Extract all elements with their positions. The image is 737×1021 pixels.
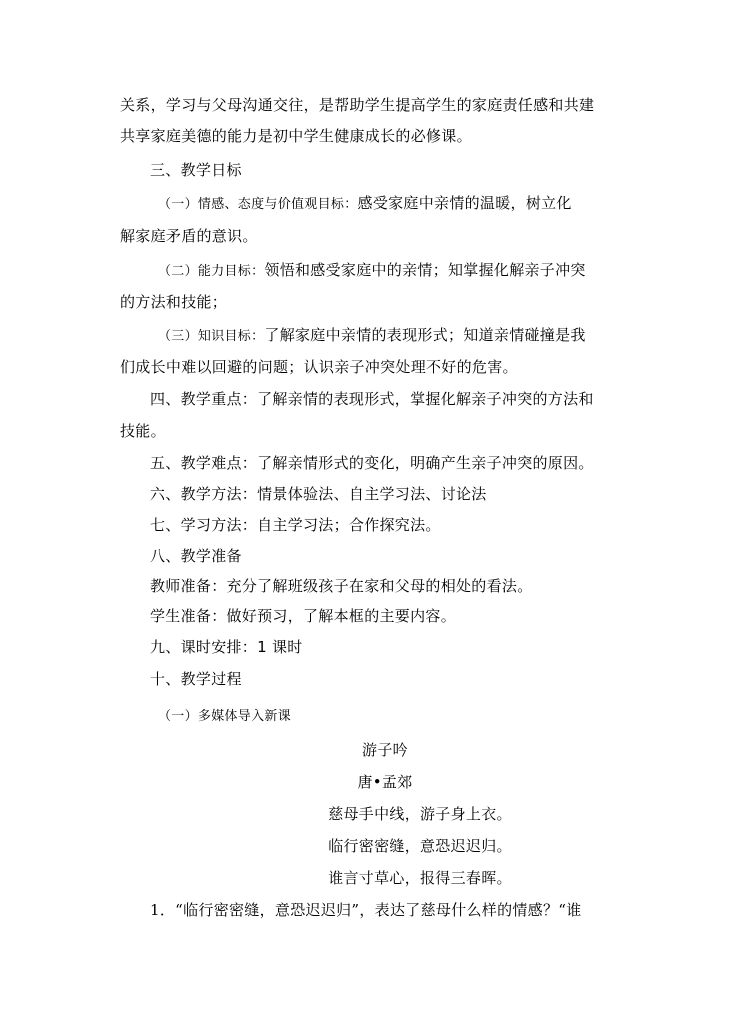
section-9: 九、课时安排：1 课时 <box>150 638 303 656</box>
goal-1-text-1: 感受家庭中亲情的温暖，树立化 <box>357 194 572 212</box>
intro-line-1: 关系，学习与父母沟通交往，是帮助学生提高学生的家庭责任感和共建 <box>120 96 595 114</box>
goal-3-label: （三）知识目标： <box>158 329 265 344</box>
section-5: 五、教学难点：了解亲情形式的变化，明确产生亲子冲突的原因。 <box>150 454 594 472</box>
poem-title: 游子吟 <box>362 741 408 759</box>
section-7: 七、学习方法：自主学习法；合作探究法。 <box>150 516 441 534</box>
section-6: 六、教学方法：情景体验法、自主学习法、讨论法 <box>150 485 487 503</box>
student-preparation: 学生准备：做好预习，了解本框的主要内容。 <box>150 607 457 625</box>
section-4-line-1: 四、教学重点：了解亲情的表现形式，掌握化解亲子冲突的方法和 <box>150 390 594 408</box>
goal-1-line-2: 解家庭矛盾的意识。 <box>120 227 258 245</box>
intro-line-2: 共享家庭美德的能力是初中学生健康成长的必修课。 <box>120 127 472 145</box>
poem-line-3: 谁言寸草心，报得三春晖。 <box>328 869 512 887</box>
section-4-line-2: 技能。 <box>120 422 166 440</box>
poem-author: 唐•孟郊 <box>357 773 413 791</box>
section-8-heading: 八、教学准备 <box>150 547 242 565</box>
goal-2-line-2: 的方法和技能； <box>120 293 228 311</box>
teacher-preparation: 教师准备：充分了解班级孩子在家和父母的相处的看法。 <box>150 577 533 595</box>
goal-1-label: （一）情感、态度与价值观目标： <box>158 197 358 212</box>
goal-2-line-1 <box>158 260 658 282</box>
poem-line-1: 慈母手中线，游子身上衣。 <box>328 805 512 823</box>
goal-3-line-1 <box>158 325 658 347</box>
goal-2-label: （二）能力目标： <box>158 264 265 279</box>
goal-1-line-1 <box>158 193 658 215</box>
goal-2-text-1: 领悟和感受家庭中的亲情；知掌握化解亲子冲突 <box>264 261 586 279</box>
section-10-heading: 十、教学过程 <box>150 670 242 688</box>
goal-3-text-1: 了解家庭中亲情的表现形式；知道亲情碰撞是我 <box>264 326 586 344</box>
question-1: 1．“临行密密缝，意恐迟迟归”，表达了慈母什么样的情感？“谁 <box>150 901 582 919</box>
section-10-sub-1: （一）多媒体导入新课 <box>158 709 292 724</box>
poem-line-2: 临行密密缝，意恐迟迟归。 <box>328 837 512 855</box>
section-3-heading: 三、教学日标 <box>150 161 242 179</box>
goal-3-line-2: 们成长中难以回避的问题；认识亲子冲突处理不好的危害。 <box>120 358 518 376</box>
